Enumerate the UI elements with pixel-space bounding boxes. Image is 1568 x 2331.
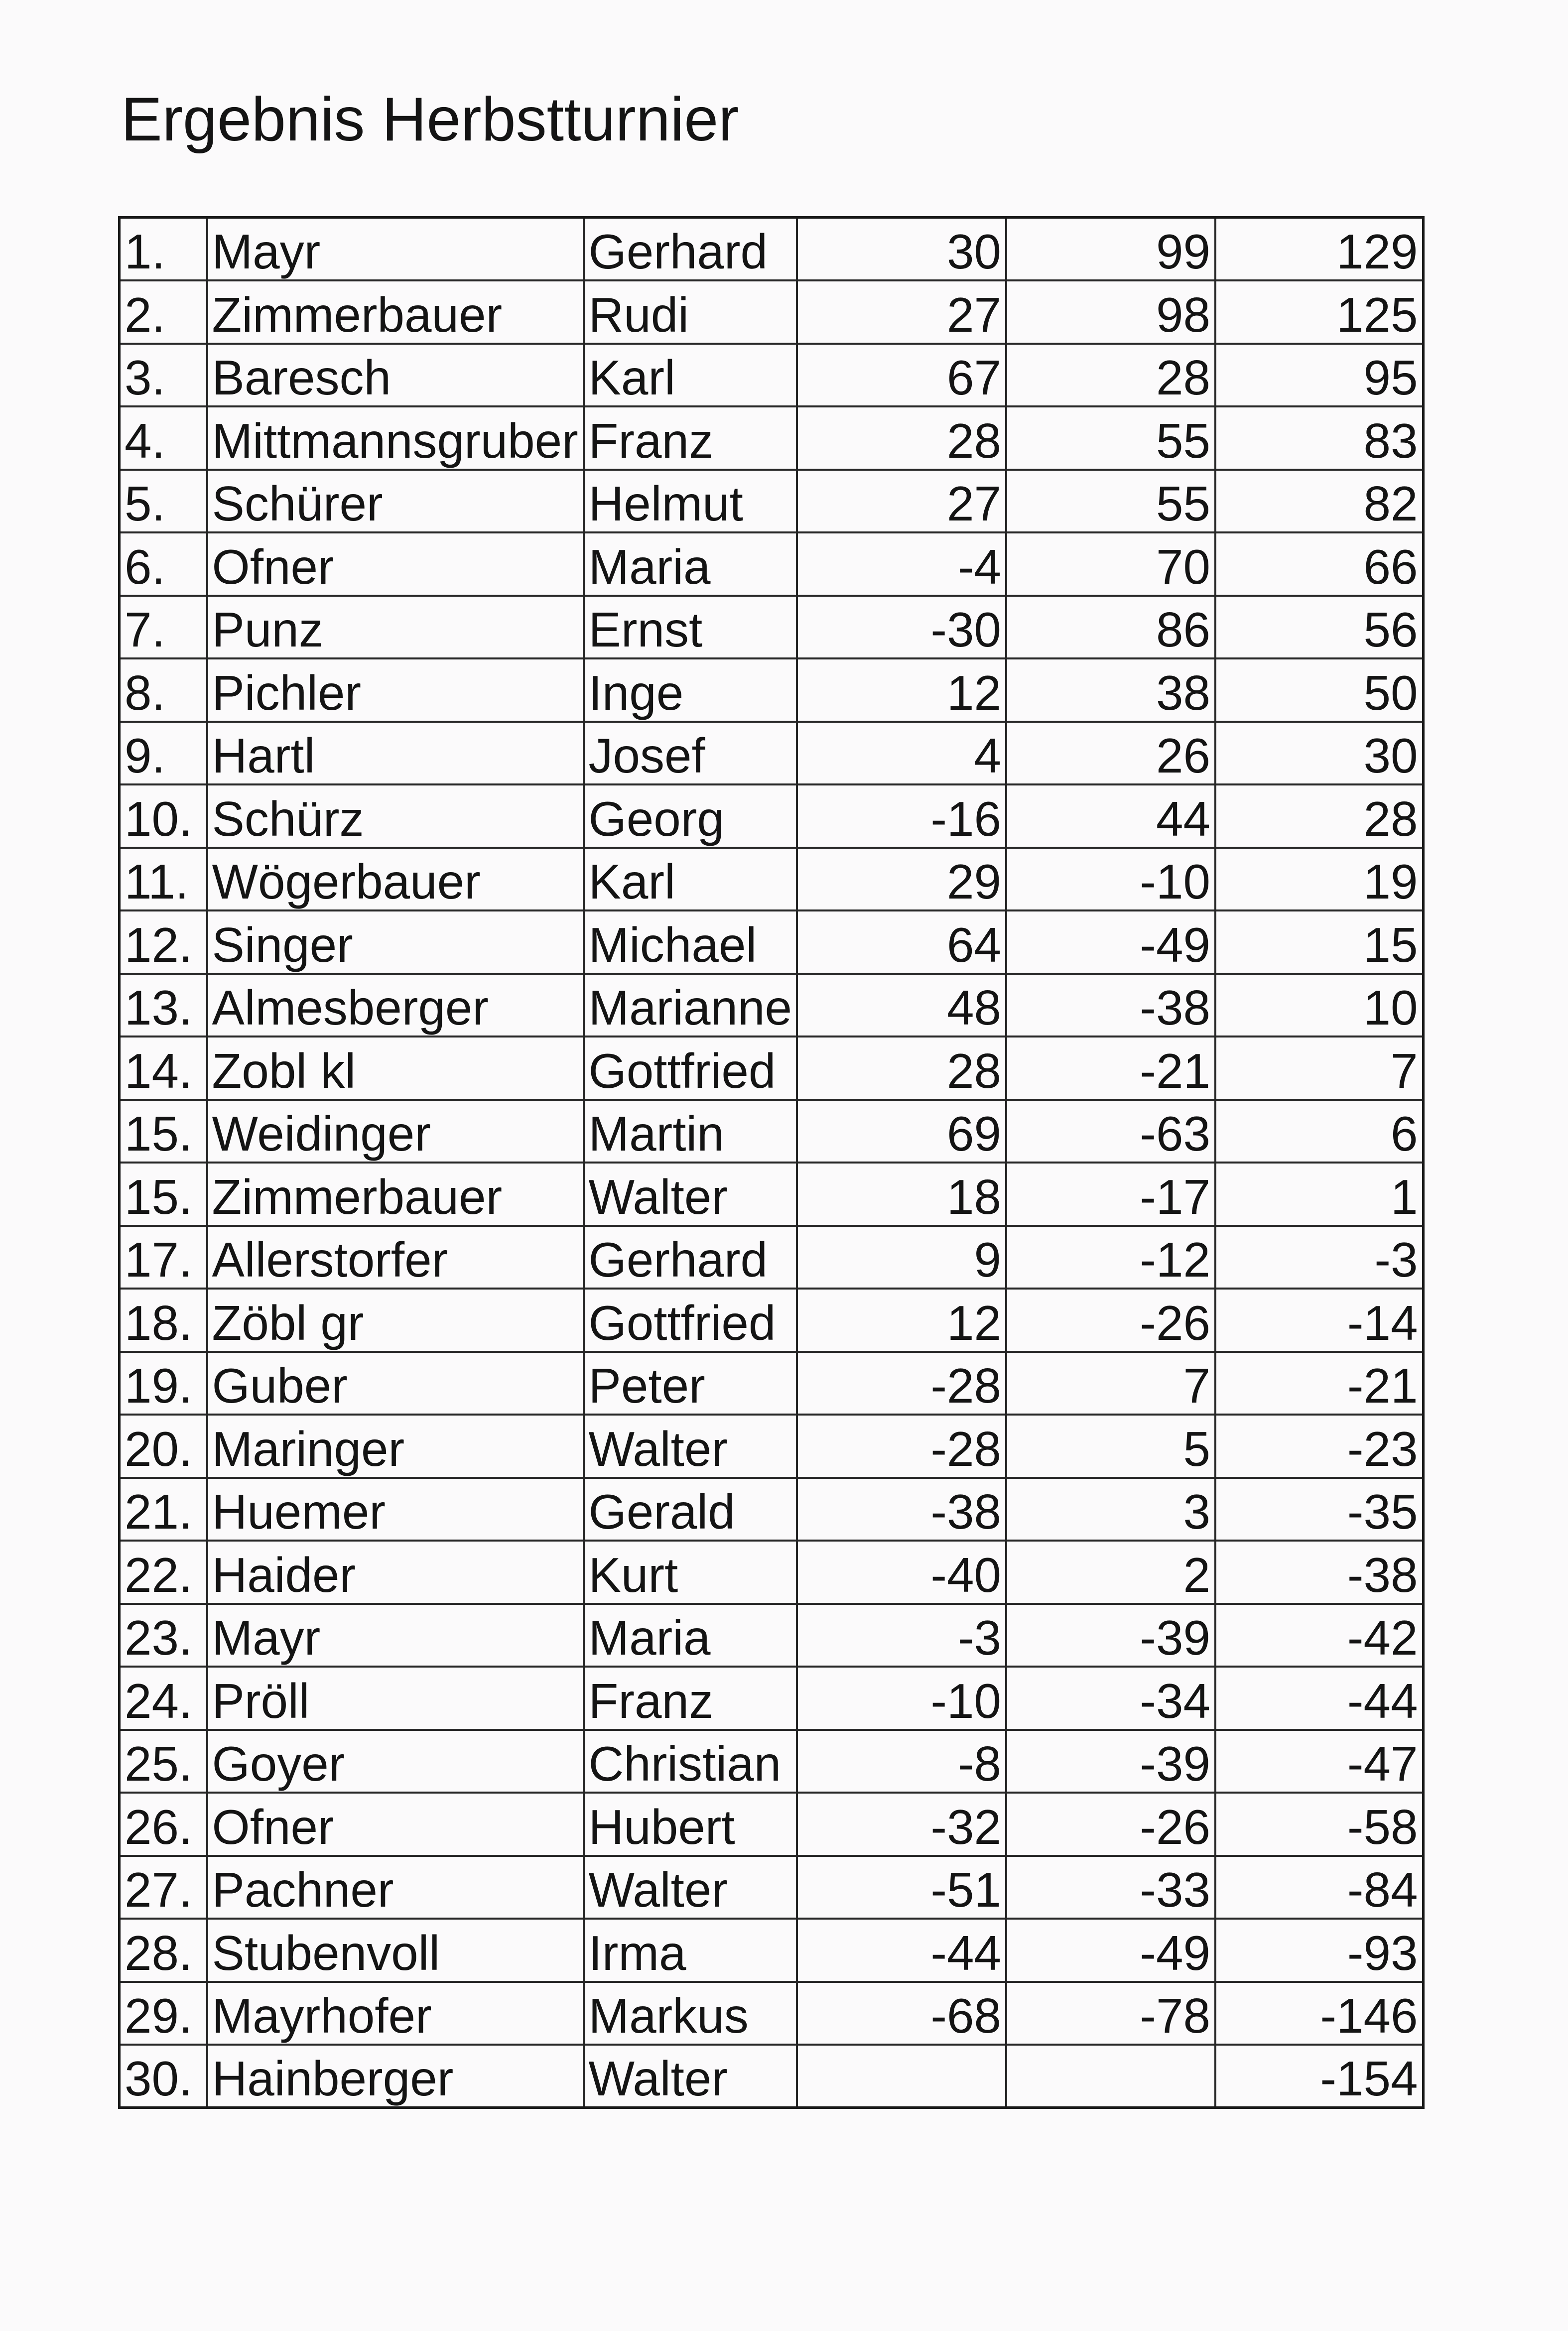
rank-cell: 20. xyxy=(120,1415,207,1478)
total-cell: -35 xyxy=(1215,1478,1423,1541)
rank-cell: 25. xyxy=(120,1730,207,1793)
round-2-cell: 86 xyxy=(1006,596,1215,659)
total-cell: -84 xyxy=(1215,1856,1423,1919)
round-1-cell: -30 xyxy=(797,596,1006,659)
round-2-cell: -33 xyxy=(1006,1856,1215,1919)
round-1-cell xyxy=(797,2045,1006,2108)
total-cell: 83 xyxy=(1215,406,1423,470)
round-2-cell: -78 xyxy=(1006,1982,1215,2045)
first-name-cell: Gerald xyxy=(584,1478,797,1541)
table-row xyxy=(120,218,1424,281)
rank-cell: 11. xyxy=(120,848,207,911)
last-name-cell: Pichler xyxy=(207,658,584,722)
total-cell: -58 xyxy=(1215,1793,1423,1856)
first-name-cell: Gottfried xyxy=(584,1289,797,1352)
rank-cell: 24. xyxy=(120,1667,207,1730)
first-name-cell: Walter xyxy=(584,1163,797,1226)
total-cell: -44 xyxy=(1215,1667,1423,1730)
rank-cell: 4. xyxy=(120,406,207,470)
last-name-cell: Zobl kl xyxy=(207,1036,584,1100)
round-2-cell: 99 xyxy=(1006,218,1215,281)
round-1-cell: -32 xyxy=(797,1793,1006,1856)
first-name-cell: Marianne xyxy=(584,974,797,1037)
round-1-cell: -68 xyxy=(797,1982,1006,2045)
rank-cell: 15. xyxy=(120,1100,207,1163)
first-name-cell: Ernst xyxy=(584,596,797,659)
rank-cell: 28. xyxy=(120,1919,207,1982)
round-1-cell: 12 xyxy=(797,1289,1006,1352)
round-2-cell: -12 xyxy=(1006,1226,1215,1289)
total-cell: 28 xyxy=(1215,784,1423,848)
round-2-cell: 55 xyxy=(1006,406,1215,470)
round-2-cell: 3 xyxy=(1006,1478,1215,1541)
round-1-cell: -16 xyxy=(797,784,1006,848)
last-name-cell: Almesberger xyxy=(207,974,584,1037)
rank-cell: 6. xyxy=(120,532,207,596)
total-cell: 50 xyxy=(1215,658,1423,722)
round-2-cell: -10 xyxy=(1006,848,1215,911)
rank-cell: 1. xyxy=(120,218,207,281)
total-cell: -47 xyxy=(1215,1730,1423,1793)
last-name-cell: Wögerbauer xyxy=(207,848,584,911)
round-1-cell: -51 xyxy=(797,1856,1006,1919)
last-name-cell: Hartl xyxy=(207,722,584,785)
rank-cell: 14. xyxy=(120,1036,207,1100)
table-row xyxy=(120,406,1424,470)
last-name-cell: Baresch xyxy=(207,344,584,407)
results-table xyxy=(118,216,1425,2109)
first-name-cell: Maria xyxy=(584,532,797,596)
first-name-cell: Franz xyxy=(584,406,797,470)
round-2-cell: 98 xyxy=(1006,280,1215,344)
rank-cell: 29. xyxy=(120,1982,207,2045)
rank-cell: 7. xyxy=(120,596,207,659)
round-2-cell: 44 xyxy=(1006,784,1215,848)
first-name-cell: Gottfried xyxy=(584,1036,797,1100)
table-row xyxy=(120,974,1424,1037)
table-row xyxy=(120,1100,1424,1163)
round-1-cell: 67 xyxy=(797,344,1006,407)
last-name-cell: Punz xyxy=(207,596,584,659)
round-2-cell: -49 xyxy=(1006,910,1215,974)
table-row xyxy=(120,1730,1424,1793)
total-cell: -93 xyxy=(1215,1919,1423,1982)
last-name-cell: Guber xyxy=(207,1352,584,1415)
total-cell: 82 xyxy=(1215,470,1423,533)
table-row xyxy=(120,1604,1424,1667)
table-row xyxy=(120,1289,1424,1352)
total-cell: 125 xyxy=(1215,280,1423,344)
first-name-cell: Walter xyxy=(584,1415,797,1478)
rank-cell: 9. xyxy=(120,722,207,785)
round-1-cell: -10 xyxy=(797,1667,1006,1730)
total-cell: -38 xyxy=(1215,1541,1423,1604)
first-name-cell: Gerhard xyxy=(584,1226,797,1289)
round-1-cell: 69 xyxy=(797,1100,1006,1163)
total-cell: 7 xyxy=(1215,1036,1423,1100)
total-cell: 10 xyxy=(1215,974,1423,1037)
last-name-cell: Singer xyxy=(207,910,584,974)
first-name-cell: Karl xyxy=(584,344,797,407)
round-1-cell: -44 xyxy=(797,1919,1006,1982)
last-name-cell: Allerstorfer xyxy=(207,1226,584,1289)
round-2-cell: 38 xyxy=(1006,658,1215,722)
last-name-cell: Haider xyxy=(207,1541,584,1604)
total-cell: -3 xyxy=(1215,1226,1423,1289)
total-cell: 129 xyxy=(1215,218,1423,281)
round-1-cell: -3 xyxy=(797,1604,1006,1667)
total-cell: 15 xyxy=(1215,910,1423,974)
round-2-cell: -26 xyxy=(1006,1793,1215,1856)
round-2-cell xyxy=(1006,2045,1215,2108)
page-title: Ergebnis Herbstturnier xyxy=(121,85,739,154)
round-1-cell: -40 xyxy=(797,1541,1006,1604)
total-cell: 1 xyxy=(1215,1163,1423,1226)
last-name-cell: Weidinger xyxy=(207,1100,584,1163)
round-1-cell: -28 xyxy=(797,1415,1006,1478)
first-name-cell: Franz xyxy=(584,1667,797,1730)
round-1-cell: -38 xyxy=(797,1478,1006,1541)
round-2-cell: -21 xyxy=(1006,1036,1215,1100)
round-2-cell: -49 xyxy=(1006,1919,1215,1982)
round-2-cell: 5 xyxy=(1006,1415,1215,1478)
first-name-cell: Karl xyxy=(584,848,797,911)
results-table-body xyxy=(120,218,1424,2108)
last-name-cell: Hainberger xyxy=(207,2045,584,2108)
first-name-cell: Rudi xyxy=(584,280,797,344)
total-cell: 66 xyxy=(1215,532,1423,596)
table-row xyxy=(120,344,1424,407)
first-name-cell: Josef xyxy=(584,722,797,785)
round-1-cell: 48 xyxy=(797,974,1006,1037)
round-1-cell: 30 xyxy=(797,218,1006,281)
last-name-cell: Ofner xyxy=(207,532,584,596)
first-name-cell: Hubert xyxy=(584,1793,797,1856)
total-cell: -21 xyxy=(1215,1352,1423,1415)
round-2-cell: 7 xyxy=(1006,1352,1215,1415)
table-row xyxy=(120,1036,1424,1100)
table-row xyxy=(120,596,1424,659)
first-name-cell: Markus xyxy=(584,1982,797,2045)
rank-cell: 19. xyxy=(120,1352,207,1415)
rank-cell: 26. xyxy=(120,1793,207,1856)
table-row xyxy=(120,470,1424,533)
table-row xyxy=(120,1478,1424,1541)
table-row xyxy=(120,1352,1424,1415)
last-name-cell: Pachner xyxy=(207,1856,584,1919)
rank-cell: 17. xyxy=(120,1226,207,1289)
last-name-cell: Goyer xyxy=(207,1730,584,1793)
round-2-cell: -38 xyxy=(1006,974,1215,1037)
last-name-cell: Schürer xyxy=(207,470,584,533)
round-2-cell: 55 xyxy=(1006,470,1215,533)
first-name-cell: Inge xyxy=(584,658,797,722)
rank-cell: 15. xyxy=(120,1163,207,1226)
round-1-cell: 28 xyxy=(797,406,1006,470)
first-name-cell: Christian xyxy=(584,1730,797,1793)
rank-cell: 30. xyxy=(120,2045,207,2108)
total-cell: 6 xyxy=(1215,1100,1423,1163)
table-row xyxy=(120,280,1424,344)
round-1-cell: 27 xyxy=(797,470,1006,533)
last-name-cell: Zöbl gr xyxy=(207,1289,584,1352)
table-row xyxy=(120,2045,1424,2108)
table-row xyxy=(120,848,1424,911)
first-name-cell: Helmut xyxy=(584,470,797,533)
round-1-cell: 29 xyxy=(797,848,1006,911)
rank-cell: 27. xyxy=(120,1856,207,1919)
round-1-cell: -4 xyxy=(797,532,1006,596)
table-row xyxy=(120,1793,1424,1856)
last-name-cell: Mittmannsgruber xyxy=(207,406,584,470)
table-row xyxy=(120,1856,1424,1919)
rank-cell: 22. xyxy=(120,1541,207,1604)
round-1-cell: 28 xyxy=(797,1036,1006,1100)
round-2-cell: 70 xyxy=(1006,532,1215,596)
round-2-cell: -26 xyxy=(1006,1289,1215,1352)
table-row xyxy=(120,1541,1424,1604)
last-name-cell: Zimmerbauer xyxy=(207,1163,584,1226)
round-2-cell: -34 xyxy=(1006,1667,1215,1730)
total-cell: 19 xyxy=(1215,848,1423,911)
first-name-cell: Michael xyxy=(584,910,797,974)
table-row xyxy=(120,1982,1424,2045)
round-2-cell: 28 xyxy=(1006,344,1215,407)
first-name-cell: Walter xyxy=(584,2045,797,2108)
table-row xyxy=(120,1163,1424,1226)
total-cell: -154 xyxy=(1215,2045,1423,2108)
rank-cell: 12. xyxy=(120,910,207,974)
table-row xyxy=(120,722,1424,785)
round-2-cell: -17 xyxy=(1006,1163,1215,1226)
last-name-cell: Huemer xyxy=(207,1478,584,1541)
first-name-cell: Maria xyxy=(584,1604,797,1667)
first-name-cell: Peter xyxy=(584,1352,797,1415)
table-row xyxy=(120,1667,1424,1730)
total-cell: -14 xyxy=(1215,1289,1423,1352)
table-row xyxy=(120,910,1424,974)
total-cell: -23 xyxy=(1215,1415,1423,1478)
rank-cell: 10. xyxy=(120,784,207,848)
first-name-cell: Martin xyxy=(584,1100,797,1163)
round-2-cell: -63 xyxy=(1006,1100,1215,1163)
table-row xyxy=(120,658,1424,722)
last-name-cell: Pröll xyxy=(207,1667,584,1730)
last-name-cell: Mayr xyxy=(207,1604,584,1667)
rank-cell: 5. xyxy=(120,470,207,533)
rank-cell: 3. xyxy=(120,344,207,407)
rank-cell: 21. xyxy=(120,1478,207,1541)
table-row xyxy=(120,1919,1424,1982)
rank-cell: 2. xyxy=(120,280,207,344)
first-name-cell: Gerhard xyxy=(584,218,797,281)
rank-cell: 23. xyxy=(120,1604,207,1667)
last-name-cell: Maringer xyxy=(207,1415,584,1478)
round-2-cell: 2 xyxy=(1006,1541,1215,1604)
last-name-cell: Mayrhofer xyxy=(207,1982,584,2045)
rank-cell: 13. xyxy=(120,974,207,1037)
first-name-cell: Kurt xyxy=(584,1541,797,1604)
last-name-cell: Schürz xyxy=(207,784,584,848)
table-row xyxy=(120,1415,1424,1478)
round-1-cell: 27 xyxy=(797,280,1006,344)
last-name-cell: Stubenvoll xyxy=(207,1919,584,1982)
round-1-cell: 9 xyxy=(797,1226,1006,1289)
last-name-cell: Mayr xyxy=(207,218,584,281)
first-name-cell: Walter xyxy=(584,1856,797,1919)
rank-cell: 8. xyxy=(120,658,207,722)
table-row xyxy=(120,1226,1424,1289)
table-row xyxy=(120,532,1424,596)
table-row xyxy=(120,784,1424,848)
rank-cell: 18. xyxy=(120,1289,207,1352)
total-cell: -146 xyxy=(1215,1982,1423,2045)
total-cell: 56 xyxy=(1215,596,1423,659)
round-2-cell: -39 xyxy=(1006,1604,1215,1667)
total-cell: 95 xyxy=(1215,344,1423,407)
last-name-cell: Ofner xyxy=(207,1793,584,1856)
last-name-cell: Zimmerbauer xyxy=(207,280,584,344)
round-1-cell: 18 xyxy=(797,1163,1006,1226)
round-1-cell: 64 xyxy=(797,910,1006,974)
round-1-cell: 4 xyxy=(797,722,1006,785)
round-1-cell: -8 xyxy=(797,1730,1006,1793)
first-name-cell: Irma xyxy=(584,1919,797,1982)
round-2-cell: -39 xyxy=(1006,1730,1215,1793)
round-2-cell: 26 xyxy=(1006,722,1215,785)
first-name-cell: Georg xyxy=(584,784,797,848)
total-cell: 30 xyxy=(1215,722,1423,785)
total-cell: -42 xyxy=(1215,1604,1423,1667)
round-1-cell: -28 xyxy=(797,1352,1006,1415)
round-1-cell: 12 xyxy=(797,658,1006,722)
